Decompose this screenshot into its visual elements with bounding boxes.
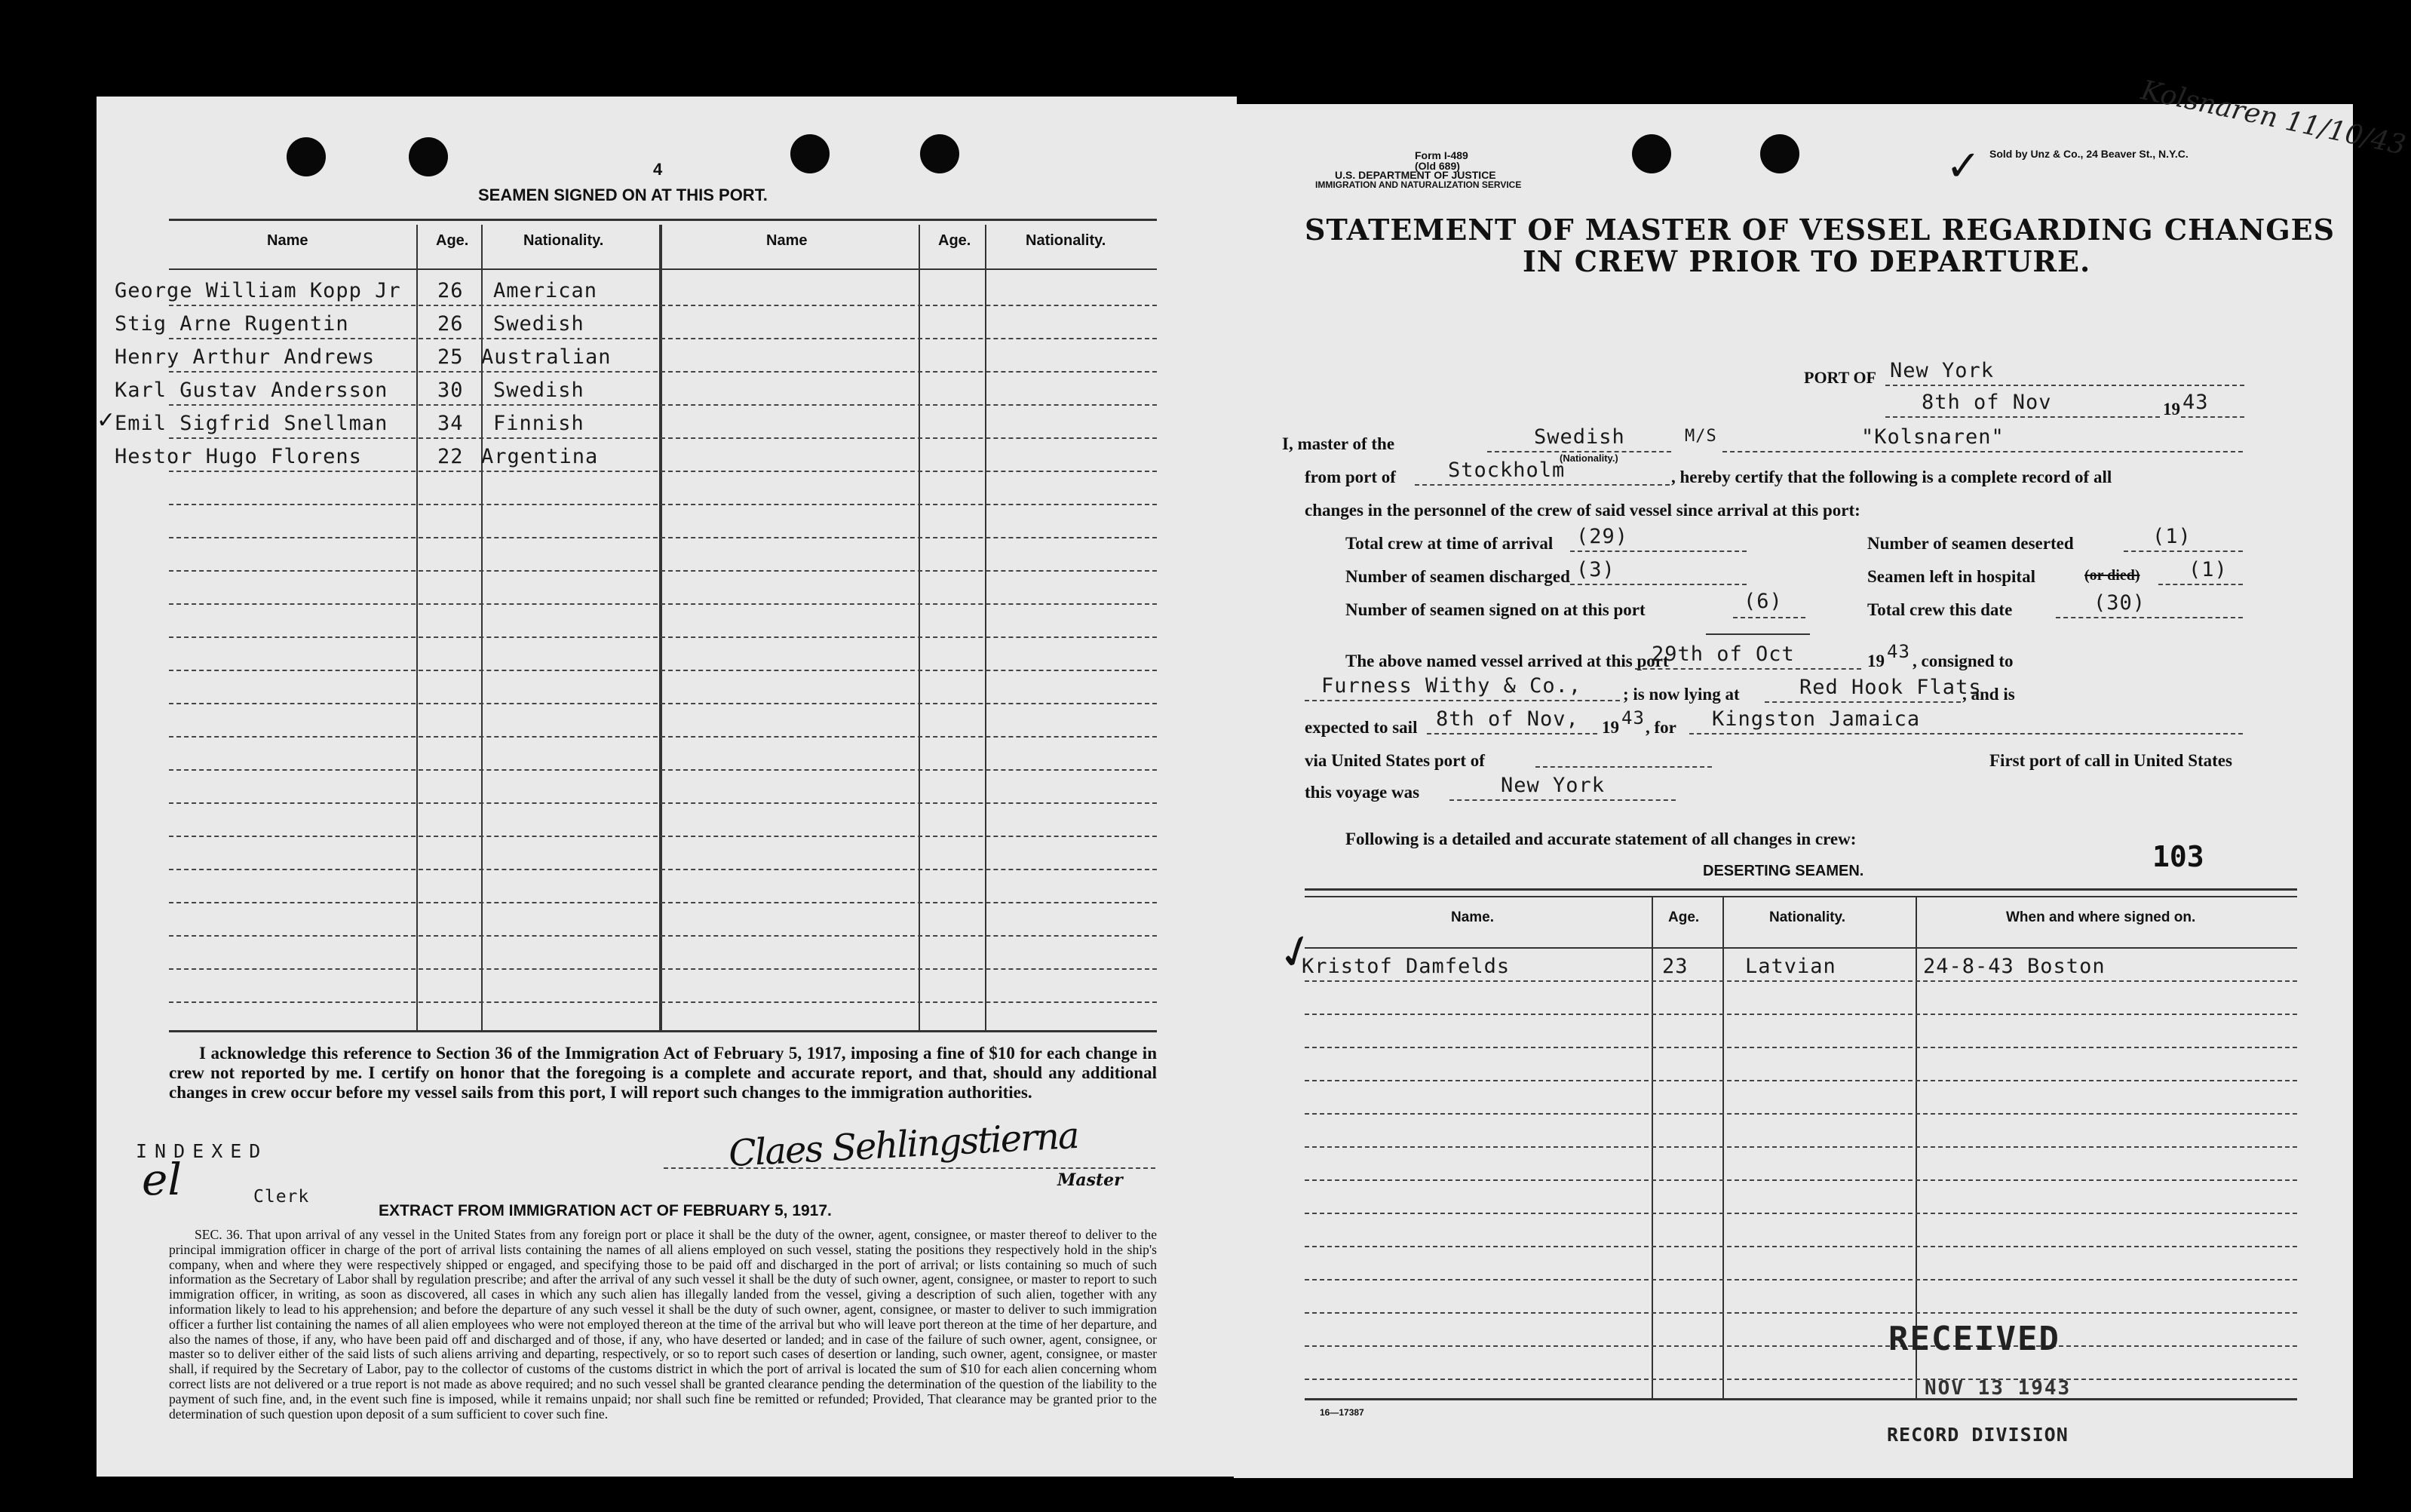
year-prefix: 19 — [2163, 400, 2180, 419]
sail-date: 8th of Nov, — [1436, 707, 1579, 731]
handwritten-note: Kolsnaren 11/10/43 — [2138, 75, 2409, 161]
seaman-age: 26 — [437, 279, 464, 302]
punch-hole — [1632, 134, 1671, 173]
port-value: New York — [1890, 359, 1995, 382]
field-line — [1535, 766, 1712, 768]
right-page — [1234, 75, 2409, 1478]
checkmark-icon: ✓ — [1946, 142, 1981, 191]
seaman-name: Hestor Hugo Florens — [115, 445, 362, 468]
field-line — [1765, 701, 1961, 703]
seaman-nationality: American — [493, 279, 598, 302]
form-number: Form I-489 — [1415, 149, 1468, 161]
punch-hole — [1760, 134, 1799, 173]
divider — [169, 268, 1157, 270]
total-this-date-label: Total crew this date — [1867, 600, 2013, 619]
signature-line — [664, 1167, 1155, 1169]
page-number: 4 — [653, 160, 663, 179]
column-header-signed-on: When and where signed on. — [2006, 909, 2196, 925]
seaman-name: George William Kopp Jr — [115, 279, 401, 302]
left-page — [97, 97, 1237, 1477]
hospital-label: Seamen left in hospital — [1867, 567, 2035, 586]
deserter-nationality: Latvian — [1745, 955, 1836, 978]
from-port-value: Stockholm — [1448, 459, 1566, 482]
form-title-line-1: STATEMENT OF MASTER OF VESSEL REGARDING CHANGES — [1305, 213, 2336, 247]
seaman-age: 22 — [437, 445, 464, 468]
seaman-age: 25 — [437, 345, 464, 369]
seaman-name: Henry Arthur Andrews — [115, 345, 376, 369]
seaman-age: 26 — [437, 312, 464, 336]
following-text: Following is a detailed and accurate statement of all changes in crew: — [1345, 830, 1857, 848]
field-line — [1570, 551, 1747, 552]
lying-at-value: Red Hook Flats — [1799, 676, 1982, 699]
column-rule — [1652, 896, 1653, 1400]
first-port-label: First port of call in United States — [1989, 751, 2232, 770]
received-date-stamp: NOV 13 1943 — [1925, 1377, 2072, 1400]
divider — [1305, 888, 2297, 891]
field-line — [1415, 484, 1670, 486]
column-header-age: Age. — [1668, 909, 1700, 925]
service: IMMIGRATION AND NATURALIZATION SERVICE — [1315, 179, 1522, 190]
clerk-label: Clerk — [253, 1187, 310, 1207]
field-line — [1885, 416, 2160, 418]
field-line — [1733, 617, 1805, 618]
seaman-age: 30 — [437, 379, 464, 402]
signed-on-label: Number of seamen signed on at this port — [1345, 600, 1646, 619]
consigned-label: , consigned to — [1913, 652, 2014, 670]
expected-label: expected to sail — [1305, 718, 1418, 737]
field-line — [1570, 584, 1747, 585]
date-value: 8th of Nov — [1922, 391, 2052, 414]
total-crew-label: Total crew at time of arrival — [1345, 534, 1554, 553]
arrived-label: The above named vessel arrived at this port — [1345, 652, 1669, 670]
seaman-nationality: Swedish — [493, 312, 584, 336]
first-port-value: New York — [1501, 774, 1606, 797]
field-line — [1305, 700, 1620, 701]
field-line — [2158, 584, 2243, 585]
deserted-label: Number of seamen deserted — [1867, 534, 2074, 553]
deserter-name: Kristof Damfelds — [1302, 955, 1511, 978]
seaman-name: Karl Gustav Andersson — [115, 379, 388, 402]
form-old: (Old 689) — [1415, 160, 1460, 172]
divider — [169, 219, 1157, 221]
this-voyage-label: this voyage was — [1305, 783, 1420, 802]
master-of-label: I, master of the — [1282, 434, 1395, 453]
column-header-nationality: Nationality. — [523, 232, 604, 249]
nationality-caption: (Nationality.) — [1560, 452, 1618, 464]
certify-text: , hereby certify that the following is a complete record of all — [1671, 468, 2112, 486]
discharged-label: Number of seamen discharged — [1345, 567, 1570, 586]
field-line — [1885, 385, 2244, 386]
checkmark-icon: ✓ — [97, 407, 116, 434]
year-value: 43 — [1887, 641, 1910, 662]
year-prefix: 19 — [1602, 718, 1619, 737]
extract-text: SEC. 36. That upon arrival of any vessel in the United States from any foreign port or place it shall be the duty of the owner, agent, consignee, or master thereof to deliver to the principal immigration officer in charge of the port of arrival lists containing the names of all aliens employed on such vessel, stating the positions they respectively hold in the ship's company, when and where they were respectively shipped or engaged, and specifying those to be paid off and discharged in the port of arrival; or lists containing so much of such information as the Secretary of Labor shall by regulation prescribe; and after the arrival of any such vessel it shall be the duty of such owner, agent, consignee, or master to report to such immigration officer, in writing, as soon as discovered, all cases in which any such alien has illegally landed from the vessel, giving a description of such alien, together with any information likely to lead to his apprehension; and before the departure of any such vessel it shall be the duty of such owner, agent, consignee, or master to deliver to such immigration officer a further list containing the names of all alien employees who were not employed thereon at the time of the arrival but who will leave port thereon at the time of her departure, and also the names of those, if any, who have been paid off and discharged and of those, if any, who have deserted or landed; and in case of the failure of such owner, agent, consignee, or master so to deliver either of the said lists of such aliens arriving and departing, respectively, or so to report such cases of desertion or landing, such owner, agent, consignee, or master shall, if required by the Secretary of Labor, pay to the collector of customs of the customs district in which the port of arrival is located the sum of $10 for each alien concerning whom correct lists are not delivered or a true report is not made as above required; and no such vessel shall be granted clearance pending the determination of the question of the liability to the payment of such fine, and, in the event such fine is imposed, while it remains unpaid; nor shall such fine be remitted or refunded; Provided, That clearance may be granted prior to the determination of such question upon deposit of a sum sufficient to cover such fine. — [169, 1227, 1157, 1422]
seaman-nationality: Swedish — [493, 379, 584, 402]
signed-on-value: (6) — [1744, 590, 1783, 613]
form-title-line-2: IN CREW PRIOR TO DEPARTURE. — [1523, 244, 2091, 278]
field-line — [1635, 668, 1861, 670]
master-label: Master — [1057, 1170, 1123, 1190]
divider — [1305, 896, 2297, 897]
column-header-age-2: Age. — [938, 232, 971, 249]
column-rule — [416, 225, 418, 1032]
divider — [1305, 947, 2297, 949]
seaman-nationality: Finnish — [493, 412, 584, 435]
nationality-value: Swedish — [1534, 425, 1625, 449]
print-code: 16—17387 — [1320, 1407, 1364, 1418]
extract-title: EXTRACT FROM IMMIGRATION ACT OF FEBRUARY 5, 1917. — [379, 1202, 832, 1219]
seaman-nationality: Argentina — [481, 445, 599, 468]
year-value: 43 — [1621, 707, 1645, 728]
seaman-nationality: Australian — [481, 345, 612, 369]
checkmark-icon: ✓ — [1270, 921, 1323, 984]
field-line — [2056, 617, 2243, 618]
section-title: SEAMEN SIGNED ON AT THIS PORT. — [478, 186, 768, 204]
deserter-age: 23 — [1662, 955, 1689, 978]
total-crew-value: (29) — [1576, 525, 1629, 548]
received-stamp: RECEIVED — [1888, 1320, 2060, 1358]
discharged-value: (3) — [1576, 558, 1615, 581]
column-header-name: Name. — [1451, 909, 1495, 925]
destination-value: Kingston Jamaica — [1712, 707, 1921, 731]
column-header-age: Age. — [436, 232, 469, 249]
total-this-date-value: (30) — [2094, 591, 2146, 615]
field-line — [2181, 416, 2244, 418]
punch-hole — [790, 134, 830, 173]
column-rule — [1722, 896, 1724, 1400]
field-line — [1449, 799, 1676, 801]
seaman-name: Stig Arne Rugentin — [115, 312, 349, 336]
record-division-stamp: RECORD DIVISION — [1887, 1424, 2069, 1446]
and-is-label: , and is — [1962, 685, 2015, 704]
field-line — [1689, 733, 2243, 735]
field-line — [1722, 451, 2243, 452]
column-header-nationality-2: Nationality. — [1026, 232, 1106, 249]
acknowledgment-text: I acknowledge this reference to Section 36 of the Immigration Act of February 5, 1917, imposing a fine of $10 for each change in crew not reported by me. I certify on honor that the foregoing is a complete and accurate report, and that, should any additional changes in crew occur before my vessel sails from this port, I will report such changes to the immigration authorities. — [169, 1044, 1157, 1102]
seaman-age: 34 — [437, 412, 464, 435]
clerk-initials: el — [142, 1154, 182, 1205]
arrived-date: 29th of Oct — [1652, 643, 1795, 666]
divider — [169, 1030, 1157, 1032]
field-line — [2124, 551, 2243, 552]
from-port-label: from port of — [1305, 468, 1396, 486]
divider — [1305, 1398, 2297, 1400]
department: U.S. DEPARTMENT OF JUSTICE — [1335, 169, 1496, 181]
seller-text: Sold by Unz & Co., 24 Beaver St., N.Y.C. — [1989, 148, 2189, 160]
deserted-value: (1) — [2152, 525, 2192, 548]
punch-hole — [409, 137, 448, 176]
seaman-name: Emil Sigfrid Snellman — [115, 412, 388, 435]
via-label: via United States port of — [1305, 751, 1485, 770]
punch-hole — [287, 137, 326, 176]
year-prefix: 19 — [1867, 652, 1885, 670]
lying-label: ; is now lying at — [1623, 685, 1740, 704]
column-header-name: Name — [267, 232, 308, 249]
vessel-type: M/S — [1685, 427, 1717, 446]
page-reference: 103 — [2152, 840, 2204, 873]
column-rule — [985, 225, 986, 1032]
punch-hole — [920, 134, 959, 173]
hospital-struck-text: (or died) — [2084, 567, 2140, 584]
column-header-name-2: Name — [766, 232, 808, 249]
sum-rule — [1706, 633, 1810, 635]
consignee-value: Furness Withy & Co., — [1321, 674, 1582, 698]
port-label: PORT OF — [1804, 368, 1876, 387]
column-rule — [919, 225, 920, 1032]
changes-text: changes in the personnel of the crew of said vessel since arrival at this port: — [1305, 501, 1860, 520]
column-header-nationality: Nationality. — [1769, 909, 1845, 925]
indexed-stamp: INDEXED — [136, 1140, 268, 1162]
column-rule — [659, 225, 662, 1032]
deserting-title: DESERTING SEAMEN. — [1703, 863, 1864, 879]
vessel-name: "Kolsnaren" — [1861, 425, 2005, 449]
field-line — [1427, 733, 1597, 735]
hospital-value: (1) — [2189, 558, 2228, 581]
master-signature: Claes Sehlingstierna — [727, 1114, 1079, 1176]
deserter-signed-on: 24-8-43 Boston — [1923, 955, 2106, 978]
for-label: , for — [1646, 718, 1676, 737]
year-value: 43 — [2182, 391, 2209, 414]
